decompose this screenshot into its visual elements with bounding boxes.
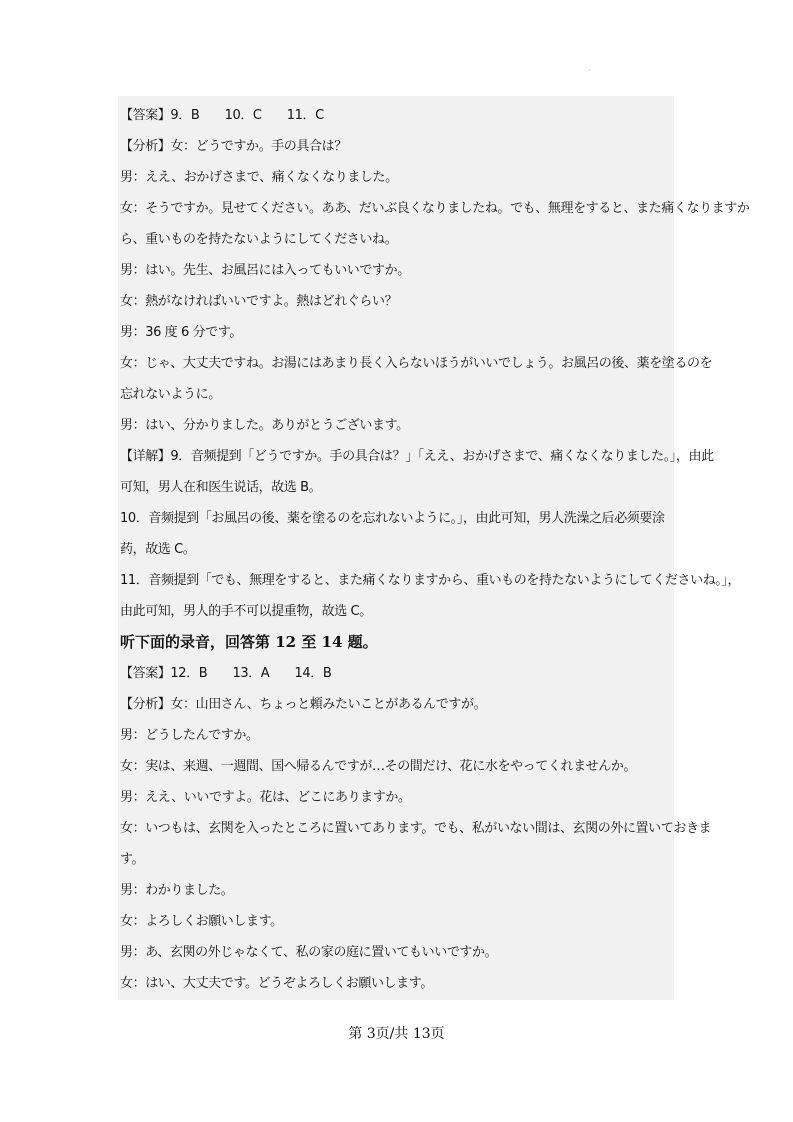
text-line: 【分析】女：どうですか。手の具合は？ xyxy=(120,139,347,154)
text-line: 10．音频提到「お風呂の後、薬を塗るのを忘れないように。」，由此可知，男人洗澡之后必须要涂 xyxy=(120,511,665,526)
text-line: ら、重いものを持たないようにしてくださいね。 xyxy=(120,232,398,247)
text-line: 男：ええ、おかげさまで、痛くなくなりました。 xyxy=(120,170,398,185)
text-line: 男：はい、分かりました。ありがとうございます。 xyxy=(120,418,409,433)
text-line: 【分析】女：山田さん、ちょっと頼みたいことがあるんですが。 xyxy=(120,697,487,712)
text-line: 【答案】9．B 10．C 11．C xyxy=(120,108,324,123)
text-line: 男：はい。先生、お風呂には入ってもいいですか。 xyxy=(120,263,410,278)
text-line: 【详解】9．音频提到「どうですか。手の具合は？」「ええ、おかげさまで、痛くなくなりました。」，由此 xyxy=(120,449,714,464)
text-line: 女：よろしくお願いします。 xyxy=(120,914,283,929)
text-line: す。 xyxy=(120,852,145,867)
text-line: 【答案】12．B 13．A 14．B xyxy=(120,666,332,681)
page-footer: 第 3页/共 13页 xyxy=(348,1026,445,1042)
text-line: 女：いつもは、玄関を入ったところに置いてあります。でも、私がいない間は、玄関の外に置いておきま xyxy=(120,821,712,836)
text-line: 女：実は、来週、一週間、国へ帰るんですが…その間だけ、花に水をやってくれませんか。 xyxy=(120,759,637,774)
text-line: 男：あ、玄関の外じゃなくて、私の家の庭に置いてもいいですか。 xyxy=(120,945,498,960)
section-heading: 听下面的录音，回答第 12 至 14 题。 xyxy=(120,633,378,651)
text-line: 可知，男人在和医生说话，故选 B。 xyxy=(120,480,322,495)
text-line: 11．音频提到「でも、無理をすると、また痛くなりますから、重いものを持たないようにしてくださいね。」， xyxy=(120,573,741,588)
text-line: 忘れないように。 xyxy=(120,387,221,402)
document-body xyxy=(120,100,750,999)
text-line: 女：じゃ、大丈夫ですね。お湯にはあまり長く入らないほうがいいでしょう。お風呂の後、薬を塗るのを xyxy=(120,356,713,371)
text-line: 男：どうしたんですか。 xyxy=(120,728,259,743)
corner-mark: · xyxy=(588,66,591,75)
text-line: 男：36 度 6 分です。 xyxy=(120,325,242,340)
text-line: 男：わかりました。 xyxy=(120,883,234,898)
text-line: 由此可知，男人的手不可以提重物，故选 C。 xyxy=(120,604,372,619)
text-line: 女：熱がなければいいですよ。熱はどれぐらい？ xyxy=(120,294,398,309)
text-line: 女：そうですか。見せてください。ああ、だいぶ良くなりましたね。でも、無理をすると、また痛くなりますか xyxy=(120,201,750,216)
text-line: 药，故选 C。 xyxy=(120,542,196,557)
text-line: 男：ええ、いいですよ。花は、どこにありますか。 xyxy=(120,790,411,805)
text-line: 女：はい、大丈夫です。どうぞよろしくお願いします。 xyxy=(120,976,433,991)
